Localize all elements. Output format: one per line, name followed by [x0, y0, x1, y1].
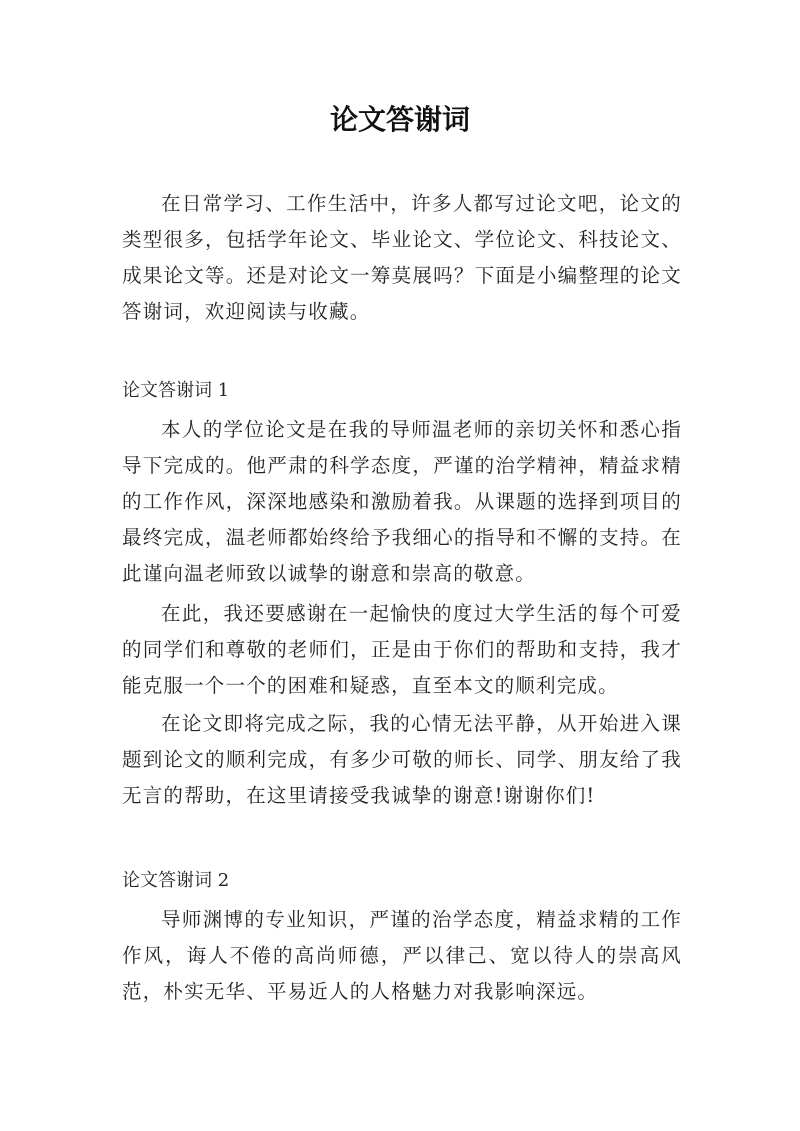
- section-heading-2: 论文答谢词 2: [122, 870, 230, 891]
- section-1-paragraph-1: 本人的学位论文是在我的导师温老师的亲切关怀和悉心指导下完成的。他严肃的科学态度，严谨的治学精神，精益求精的工作作风，深深地感染和激励着我。从课题的选择到项目的最终完成，温老师都始终给予我细心的指导和不懈的支持。在此谨向温老师致以诚挚的谢意和崇高的敬意。: [122, 418, 682, 585]
- document-title: 论文答谢词: [329, 103, 470, 136]
- section-1-paragraph-3: 在论文即将完成之际，我的心情无法平静，从开始进入课题到论文的顺利完成，有多少可敬的师长、同学、朋友给了我无言的帮助，在这里请接受我诚挚的谢意!谢谢你们!: [122, 712, 682, 807]
- section-2-paragraph-1: 导师渊博的专业知识，严谨的治学态度，精益求精的工作作风，诲人不倦的高尚师德，严以律己、宽以待人的崇高风范，朴实无华、平易近人的人格魅力对我影响深远。: [122, 908, 682, 1003]
- intro-paragraph: 在日常学习、工作生活中，许多人都写过论文吧，论文的类型很多，包括学年论文、毕业论文、学位论文、科技论文、成果论文等。还是对论文一筹莫展吗？下面是小编整理的论文答谢词，欢迎阅读与收藏。: [122, 192, 682, 323]
- section-heading-1: 论文答谢词 1: [122, 380, 230, 401]
- section-1-paragraph-2: 在此，我还要感谢在一起愉快的度过大学生活的每个可爱的同学们和尊敬的老师们，正是由于你们的帮助和支持，我才能克服一个一个的困难和疑惑，直至本文的顺利完成。: [122, 602, 682, 697]
